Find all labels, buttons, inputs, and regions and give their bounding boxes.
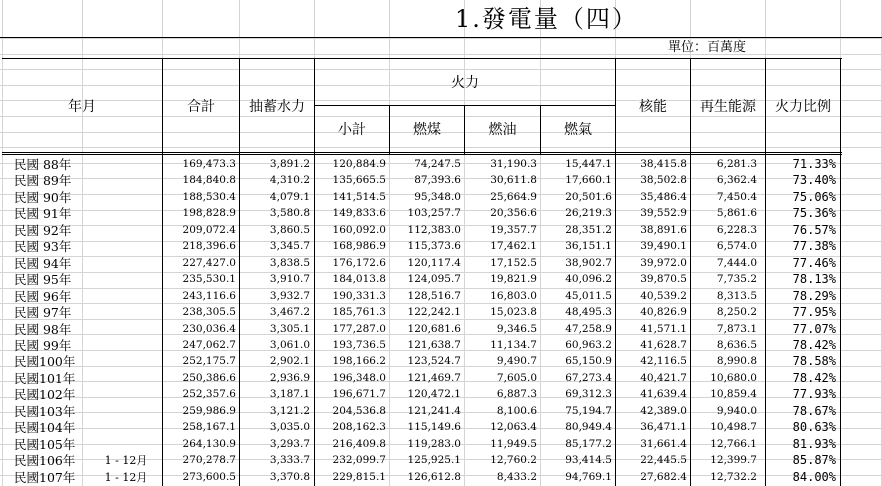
table-row — [0, 206, 882, 221]
cell-thermal-ratio[interactable]: 84.00% — [792, 469, 836, 484]
cell-renewable[interactable]: 9,940.0 — [716, 404, 757, 417]
cell-pumped-hydro[interactable]: 3,370.8 — [269, 470, 310, 483]
cell-coal[interactable]: 103,257.7 — [407, 207, 461, 220]
cell-pumped-hydro[interactable]: 2,936.9 — [269, 371, 310, 384]
cell-pumped-hydro[interactable]: 4,079.1 — [269, 190, 310, 203]
cell-year[interactable]: 民國105年 — [14, 436, 76, 452]
cell-period[interactable] — [96, 322, 156, 337]
cell-thermal-ratio[interactable]: 78.58% — [792, 354, 836, 369]
cell-year[interactable]: 民國 98年 — [14, 321, 72, 337]
cell-nuclear[interactable]: 39,972.0 — [640, 256, 687, 269]
header-oil[interactable]: 燃油 — [488, 122, 517, 138]
cell-thermal-subtotal[interactable]: 120,884.9 — [332, 158, 386, 170]
cell-gas[interactable]: 80,949.4 — [565, 421, 612, 434]
cell-year[interactable]: 民國101年 — [14, 370, 76, 386]
cell-thermal-subtotal[interactable]: 208,162.3 — [332, 421, 386, 434]
cell-period[interactable] — [96, 437, 156, 452]
cell-year[interactable]: 民國107年 — [14, 469, 76, 485]
cell-period[interactable] — [96, 305, 156, 320]
cell-oil[interactable]: 20,356.6 — [490, 207, 537, 220]
header-total[interactable]: 合計 — [187, 98, 215, 115]
table-row — [0, 371, 882, 386]
cell-thermal-ratio[interactable]: 71.33% — [792, 157, 836, 171]
cell-oil[interactable]: 9,346.5 — [496, 322, 537, 335]
cell-pumped-hydro[interactable]: 3,121.2 — [269, 404, 310, 417]
cell-pumped-hydro[interactable]: 3,838.5 — [269, 256, 310, 269]
table-row — [0, 387, 882, 402]
cell-year[interactable]: 民國 95年 — [14, 272, 72, 288]
cell-gas[interactable]: 60,963.2 — [565, 338, 612, 351]
cell-thermal-subtotal[interactable]: 196,671.7 — [332, 388, 386, 401]
cell-oil[interactable]: 12,063.4 — [490, 421, 537, 434]
cell-thermal-subtotal[interactable]: 204,536.8 — [332, 404, 386, 417]
cell-pumped-hydro[interactable]: 3,061.0 — [269, 338, 310, 351]
cell-year[interactable]: 民國 90年 — [14, 189, 72, 205]
cell-coal[interactable]: 87,393.6 — [414, 174, 461, 187]
cell-thermal-ratio[interactable]: 73.40% — [792, 173, 836, 188]
cell-oil[interactable]: 19,821.9 — [490, 273, 537, 286]
cell-period[interactable] — [96, 404, 156, 419]
cell-year[interactable]: 民國 96年 — [14, 288, 72, 304]
cell-nuclear[interactable]: 42,389.0 — [640, 404, 687, 417]
cell-gas[interactable]: 26,219.3 — [565, 207, 612, 220]
cell-period[interactable] — [96, 371, 156, 386]
cell-period[interactable] — [96, 338, 156, 353]
cell-year[interactable]: 民國 93年 — [14, 239, 72, 255]
cell-gas[interactable]: 40,096.2 — [565, 273, 612, 286]
header-gas[interactable]: 燃氣 — [564, 122, 592, 138]
cell-pumped-hydro[interactable]: 3,932.7 — [269, 289, 310, 302]
cell-coal[interactable]: 74,247.5 — [414, 158, 461, 170]
cell-thermal-subtotal[interactable]: 176,172.6 — [332, 256, 386, 269]
cell-total[interactable]: 264,130.9 — [182, 437, 236, 450]
cell-oil[interactable]: 25,664.9 — [490, 190, 537, 203]
table-row — [0, 404, 882, 419]
cell-renewable[interactable]: 6,228.3 — [716, 223, 757, 236]
cell-period[interactable]: 1 - 12月 — [104, 454, 148, 468]
cell-renewable[interactable]: 8,250.2 — [716, 306, 757, 319]
cell-gas[interactable]: 69,312.3 — [565, 388, 612, 401]
cell-year[interactable]: 民國 97年 — [14, 305, 72, 321]
cell-nuclear[interactable]: 35,486.4 — [640, 190, 687, 203]
cell-year[interactable]: 民國 99年 — [14, 337, 72, 353]
header-year-month[interactable]: 年月 — [68, 98, 96, 115]
cell-nuclear[interactable]: 22,445.5 — [640, 454, 687, 467]
cell-thermal-subtotal[interactable]: 229,815.1 — [332, 470, 386, 483]
cell-gas[interactable]: 85,177.2 — [565, 437, 612, 450]
cell-nuclear[interactable]: 41,571.1 — [640, 322, 687, 335]
cell-oil[interactable]: 6,887.3 — [496, 388, 537, 401]
table-row — [0, 354, 882, 369]
table-row — [0, 437, 882, 452]
cell-total[interactable]: 198,828.9 — [182, 207, 236, 220]
cell-oil[interactable]: 31,190.3 — [490, 158, 537, 170]
cell-renewable[interactable]: 12,766.1 — [710, 437, 757, 450]
cell-thermal-ratio[interactable]: 77.95% — [792, 305, 836, 320]
header-coal[interactable]: 燃煤 — [413, 122, 441, 138]
cell-thermal-ratio[interactable]: 78.29% — [792, 288, 836, 303]
table-row — [0, 157, 882, 172]
cell-total[interactable]: 218,396.6 — [182, 240, 236, 253]
cell-renewable[interactable]: 6,574.0 — [716, 240, 757, 253]
cell-coal[interactable]: 112,383.0 — [407, 223, 461, 236]
cell-nuclear[interactable]: 27,682.4 — [640, 470, 687, 483]
cell-thermal-ratio[interactable]: 77.38% — [792, 239, 836, 254]
cell-total[interactable]: 184,840.8 — [182, 174, 236, 187]
cell-period[interactable] — [96, 272, 156, 287]
cell-year[interactable]: 民國100年 — [14, 354, 76, 370]
header-thermal-subtotal[interactable]: 小計 — [338, 122, 366, 138]
cell-total[interactable]: 243,116.6 — [182, 289, 236, 302]
cell-pumped-hydro[interactable]: 3,187.1 — [269, 388, 310, 401]
cell-year[interactable]: 民國 88年 — [14, 157, 72, 172]
cell-year[interactable]: 民國102年 — [14, 387, 76, 403]
cell-thermal-ratio[interactable]: 81.93% — [792, 436, 836, 451]
table-row — [0, 305, 882, 320]
table-row — [0, 223, 882, 238]
cell-total[interactable]: 270,278.7 — [182, 454, 236, 467]
cell-thermal-ratio[interactable]: 77.07% — [792, 321, 836, 336]
cell-thermal-subtotal[interactable]: 184,013.8 — [332, 273, 386, 286]
cell-total[interactable]: 258,167.1 — [182, 421, 236, 434]
cell-thermal-subtotal[interactable]: 232,099.7 — [332, 454, 386, 467]
sheet-title[interactable]: 1.發電量（四） — [455, 5, 638, 33]
cell-renewable[interactable]: 5,861.6 — [716, 207, 757, 220]
cell-period[interactable] — [96, 256, 156, 271]
cell-gas[interactable]: 17,660.1 — [565, 174, 612, 187]
header-thermal[interactable]: 火力 — [451, 75, 479, 91]
cell-total[interactable]: 230,036.4 — [182, 322, 236, 335]
cell-thermal-subtotal[interactable]: 135,665.5 — [332, 174, 386, 187]
cell-thermal-ratio[interactable]: 78.42% — [792, 370, 836, 385]
unit-label[interactable]: 單位：百萬度 — [668, 40, 747, 55]
cell-coal[interactable]: 115,373.6 — [407, 240, 461, 253]
cell-nuclear[interactable]: 40,826.9 — [640, 306, 687, 319]
cell-thermal-subtotal[interactable]: 193,736.5 — [332, 338, 386, 351]
cell-gas[interactable]: 94,769.1 — [565, 470, 612, 483]
cell-coal[interactable]: 123,524.7 — [407, 355, 461, 368]
table-row — [0, 322, 882, 337]
cell-total[interactable]: 252,357.6 — [182, 388, 236, 401]
cell-pumped-hydro[interactable]: 3,910.7 — [269, 273, 310, 286]
cell-coal[interactable]: 120,681.6 — [407, 322, 461, 335]
cell-oil[interactable]: 30,611.8 — [490, 174, 537, 187]
table-row — [0, 173, 882, 188]
cell-thermal-ratio[interactable]: 78.13% — [792, 272, 836, 287]
cell-gas[interactable]: 20,501.6 — [565, 190, 612, 203]
cell-period[interactable] — [96, 420, 156, 435]
cell-year[interactable]: 民國 91年 — [14, 206, 72, 222]
cell-thermal-subtotal[interactable]: 168,986.9 — [332, 240, 386, 253]
cell-coal[interactable]: 121,469.7 — [407, 371, 461, 384]
cell-year[interactable]: 民國 92年 — [14, 222, 72, 238]
cell-coal[interactable]: 122,242.1 — [407, 306, 461, 319]
cell-nuclear[interactable]: 39,490.1 — [640, 240, 687, 253]
cell-total[interactable]: 227,427.0 — [182, 256, 236, 269]
cell-oil[interactable]: 19,357.7 — [490, 223, 537, 236]
header-thermal-ratio[interactable]: 火力比例 — [775, 98, 831, 115]
cell-thermal-ratio[interactable]: 77.46% — [792, 255, 836, 270]
cell-thermal-ratio[interactable]: 85.87% — [792, 453, 836, 468]
cell-oil[interactable]: 8,433.2 — [496, 470, 537, 483]
cell-oil[interactable]: 8,100.6 — [496, 404, 537, 417]
cell-gas[interactable]: 28,351.2 — [565, 223, 612, 236]
cell-nuclear[interactable]: 42,116.5 — [640, 355, 687, 368]
table-row — [0, 272, 882, 287]
cell-nuclear[interactable]: 40,421.7 — [640, 371, 687, 384]
cell-thermal-subtotal[interactable]: 141,514.5 — [332, 190, 386, 203]
cell-gas[interactable]: 38,902.7 — [565, 256, 612, 269]
cell-total[interactable]: 250,386.6 — [182, 371, 236, 384]
cell-coal[interactable]: 120,117.4 — [407, 256, 461, 269]
cell-gas[interactable]: 48,495.3 — [565, 306, 612, 319]
cell-period[interactable] — [96, 223, 156, 238]
cell-renewable[interactable]: 10,498.7 — [710, 421, 757, 434]
cell-total[interactable]: 247,062.7 — [182, 338, 236, 351]
cell-coal[interactable]: 121,638.7 — [407, 338, 461, 351]
cell-renewable[interactable]: 12,399.7 — [710, 454, 757, 467]
cell-renewable[interactable]: 6,281.3 — [716, 158, 757, 170]
cell-pumped-hydro[interactable]: 3,467.2 — [269, 306, 310, 319]
table-row — [0, 470, 882, 485]
table-row — [0, 256, 882, 271]
cell-thermal-subtotal[interactable]: 216,409.8 — [332, 437, 386, 450]
cell-nuclear[interactable]: 38,891.6 — [640, 223, 687, 236]
cell-nuclear[interactable]: 31,661.4 — [640, 437, 687, 450]
table-row — [0, 239, 882, 254]
header-renewable[interactable]: 再生能源 — [700, 98, 756, 115]
cell-thermal-ratio[interactable]: 78.67% — [792, 403, 836, 418]
cell-total[interactable]: 238,305.5 — [182, 306, 236, 319]
cell-renewable[interactable]: 10,680.0 — [710, 371, 757, 384]
cell-thermal-subtotal[interactable]: 160,092.0 — [332, 223, 386, 236]
cell-coal[interactable]: 121,241.4 — [407, 404, 461, 417]
cell-gas[interactable]: 67,273.4 — [565, 371, 612, 384]
cell-coal[interactable]: 95,348.0 — [414, 190, 461, 203]
cell-period[interactable] — [96, 239, 156, 254]
cell-gas[interactable]: 45,011.5 — [565, 289, 612, 302]
cell-year[interactable]: 民國 89年 — [14, 173, 72, 189]
cell-thermal-subtotal[interactable]: 185,761.3 — [332, 306, 386, 319]
cell-pumped-hydro[interactable]: 3,293.7 — [269, 437, 310, 450]
cell-coal[interactable]: 115,149.6 — [407, 421, 461, 434]
header-pumped-hydro[interactable]: 抽蓄水力 — [249, 98, 305, 115]
header-nuclear[interactable]: 核能 — [639, 98, 667, 115]
cell-oil[interactable]: 11,134.7 — [490, 338, 537, 351]
cell-thermal-subtotal[interactable]: 149,833.6 — [332, 207, 386, 220]
cell-pumped-hydro[interactable]: 3,333.7 — [269, 454, 310, 467]
cell-pumped-hydro[interactable]: 3,345.7 — [269, 240, 310, 253]
cell-nuclear[interactable]: 36,471.1 — [640, 421, 687, 434]
cell-renewable[interactable]: 8,313.5 — [716, 289, 757, 302]
cell-coal[interactable]: 128,516.7 — [407, 289, 461, 302]
cell-period[interactable] — [96, 354, 156, 369]
cell-pumped-hydro[interactable]: 3,580.8 — [269, 207, 310, 220]
cell-coal[interactable]: 120,472.1 — [407, 388, 461, 401]
cell-oil[interactable]: 17,152.5 — [490, 256, 537, 269]
cell-period[interactable] — [96, 387, 156, 402]
cell-pumped-hydro[interactable]: 3,860.5 — [269, 223, 310, 236]
cell-total[interactable]: 169,473.3 — [182, 158, 236, 170]
cell-thermal-ratio[interactable]: 76.57% — [792, 222, 836, 237]
cell-nuclear[interactable]: 41,628.7 — [640, 338, 687, 351]
cell-gas[interactable]: 93,414.5 — [565, 454, 612, 467]
cell-gas[interactable]: 15,447.1 — [565, 158, 612, 170]
cell-total[interactable]: 259,986.9 — [182, 404, 236, 417]
cell-year[interactable]: 民國 94年 — [14, 255, 72, 271]
cell-thermal-ratio[interactable]: 80.63% — [792, 420, 836, 435]
cell-renewable[interactable]: 8,636.5 — [716, 338, 757, 351]
cell-coal[interactable]: 126,612.8 — [407, 470, 461, 483]
cell-year[interactable]: 民國103年 — [14, 403, 76, 419]
cell-gas[interactable]: 65,150.9 — [565, 355, 612, 368]
cell-renewable[interactable]: 7,873.1 — [716, 322, 757, 335]
cell-pumped-hydro[interactable]: 4,310.2 — [269, 174, 310, 187]
cell-coal[interactable]: 119,283.0 — [407, 437, 461, 450]
cell-pumped-hydro[interactable]: 3,891.2 — [269, 158, 310, 170]
cell-period[interactable] — [96, 190, 156, 205]
cell-total[interactable]: 235,530.1 — [182, 273, 236, 286]
cell-pumped-hydro[interactable]: 2,902.1 — [269, 355, 310, 368]
cell-thermal-ratio[interactable]: 75.36% — [792, 206, 836, 221]
cell-period[interactable]: 1 - 12月 — [104, 470, 148, 484]
cell-thermal-ratio[interactable]: 75.06% — [792, 189, 836, 204]
table-row — [0, 453, 882, 468]
table-row — [0, 338, 882, 353]
cell-pumped-hydro[interactable]: 3,305.1 — [269, 322, 310, 335]
cell-thermal-subtotal[interactable]: 190,331.3 — [332, 289, 386, 302]
cell-oil[interactable]: 16,803.0 — [490, 289, 537, 302]
cell-oil[interactable]: 11,949.5 — [490, 437, 537, 450]
cell-nuclear[interactable]: 39,552.9 — [640, 207, 687, 220]
cell-gas[interactable]: 75,194.7 — [565, 404, 612, 417]
cell-gas[interactable]: 47,258.9 — [565, 322, 612, 335]
cell-thermal-ratio[interactable]: 77.93% — [792, 387, 836, 402]
cell-period[interactable] — [96, 157, 156, 172]
cell-renewable[interactable]: 8,990.8 — [716, 355, 757, 368]
cell-nuclear[interactable]: 41,639.4 — [640, 388, 687, 401]
cell-year[interactable]: 民國104年 — [14, 420, 76, 436]
cell-renewable[interactable]: 12,732.2 — [710, 470, 757, 483]
cell-total[interactable]: 273,600.5 — [182, 470, 236, 483]
cell-total[interactable]: 209,072.4 — [182, 223, 236, 236]
cell-renewable[interactable]: 7,735.2 — [716, 273, 757, 286]
cell-renewable[interactable]: 6,362.4 — [716, 174, 757, 187]
cell-thermal-ratio[interactable]: 78.42% — [792, 337, 836, 352]
cell-oil[interactable]: 9,490.7 — [496, 355, 537, 368]
cell-renewable[interactable]: 10,859.4 — [710, 388, 757, 401]
table-row — [0, 190, 882, 205]
cell-nuclear[interactable]: 39,870.5 — [640, 273, 687, 286]
cell-thermal-subtotal[interactable]: 177,287.0 — [332, 322, 386, 335]
table-row — [0, 289, 882, 304]
cell-oil[interactable]: 17,462.1 — [490, 240, 537, 253]
cell-year[interactable]: 民國106年 — [14, 453, 76, 469]
cell-renewable[interactable]: 7,450.4 — [716, 190, 757, 203]
cell-oil[interactable]: 7,605.0 — [496, 371, 537, 384]
cell-pumped-hydro[interactable]: 3,035.0 — [269, 421, 310, 434]
cell-total[interactable]: 252,175.7 — [182, 355, 236, 368]
cell-gas[interactable]: 36,151.1 — [565, 240, 612, 253]
cell-period[interactable] — [96, 289, 156, 304]
cell-coal[interactable]: 125,925.1 — [407, 454, 461, 467]
cell-renewable[interactable]: 7,444.0 — [716, 256, 757, 269]
cell-oil[interactable]: 15,023.8 — [490, 306, 537, 319]
cell-thermal-subtotal[interactable]: 196,348.0 — [332, 371, 386, 384]
cell-period[interactable] — [96, 206, 156, 221]
cell-nuclear[interactable]: 40,539.2 — [640, 289, 687, 302]
cell-nuclear[interactable]: 38,415.8 — [640, 158, 687, 170]
cell-oil[interactable]: 12,760.2 — [490, 454, 537, 467]
cell-nuclear[interactable]: 38,502.8 — [640, 174, 687, 187]
cell-period[interactable] — [96, 173, 156, 188]
cell-thermal-subtotal[interactable]: 198,166.2 — [332, 355, 386, 368]
cell-coal[interactable]: 124,095.7 — [407, 273, 461, 286]
table-row — [0, 420, 882, 435]
cell-total[interactable]: 188,530.4 — [182, 190, 236, 203]
